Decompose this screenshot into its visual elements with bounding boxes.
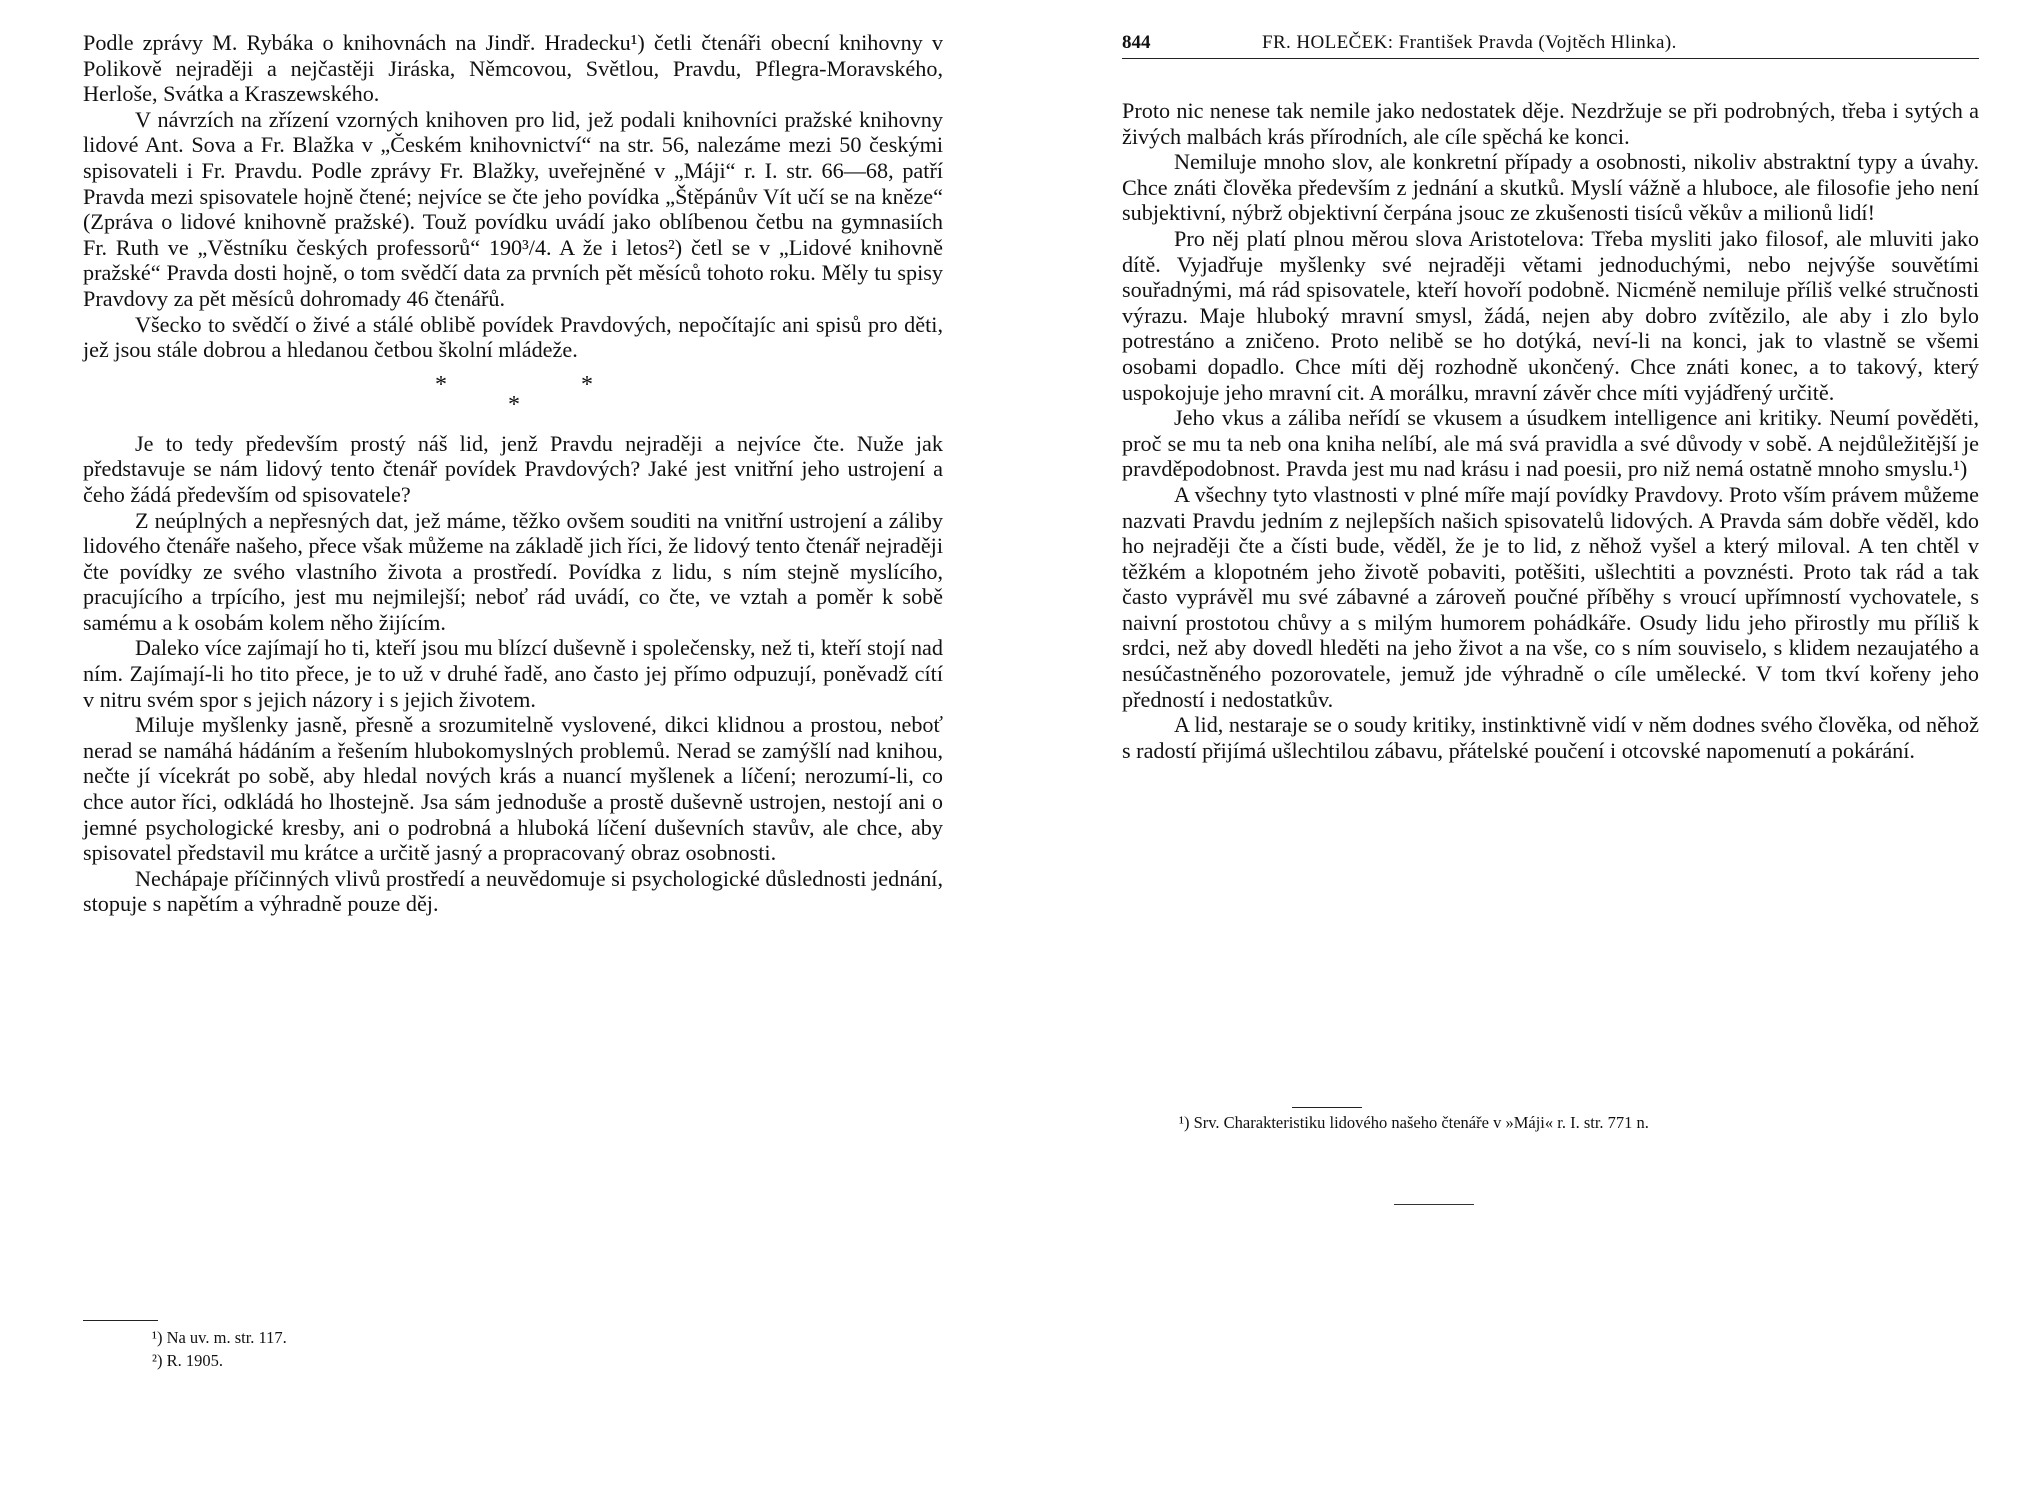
section-divider-stars <box>83 371 943 418</box>
left-paragraph-8: Nechápaje příčinných vlivů prostředí a neuvědomuje si psychologické důslednosti jednání, stopuje s napětím a výhradně pouze děj. <box>83 865 943 917</box>
right-paragraph-6: A lid, nestaraje se o soudy kritiky, instinktivně vidí v něm dodnes svého člověka, od něhož s radostí přijímá ušlechtilou zábavu, přátelské poučení i otcovské napomenutí a pokárání. <box>1122 712 1979 763</box>
footnote-2: ²) R. 1905. <box>152 1351 223 1370</box>
left-column-text <box>83 30 943 917</box>
left-paragraph-7: Miluje myšlenky jasně, přesně a srozumitelně vyslovené, dikci klidnou a prostou, neboť nerad se namáhá hádáním a řešením hlubokomyslných problemů. Nerad se zamýšlí nad knihou, nečte jí vícekrát po sobě, aby hledal nových krás a nuancí myšlenek a líčení; nerozumí-li, co chce autor říci, odkládá ho lhostejně. Jsa sám jednoduše a prostě duševně ustrojen, nestojí ani o jemné psychologické kresby, ani o podrobná a hluboká líčení duševních stavův, ale chce, aby spisovatel představil mu krátce a určitě jasný a propracovaný obraz osobnosti. <box>83 712 943 866</box>
divider-star: * <box>581 371 593 398</box>
left-paragraph-4: Je to tedy především prostý náš lid, jenž Pravdu nejraději a nejvíce čte. Nuže jak představuje se nám lidový tento čtenář povídek Pravdových? Jaké jest vnitřní jeho ustrojení a čeho žádá především od spisovatele? <box>83 430 943 507</box>
right-paragraph-2: Nemiluje mnoho slov, ale konkretní případy a osobnosti, nikoliv abstraktní typy a úvahy. Chce znáti člověka především z jednání a skutků. Myslí vážně a hluboce, ale filosofie jeho není subjektivní, nýbrž objektivní čerpána jsouc ze zkušenosti tisíců věkův a milionů lidí! <box>1122 149 1979 226</box>
footnote-rule <box>1292 1107 1362 1108</box>
left-paragraph-2: V návrzích na zřízení vzorných knihoven pro lid, jež podali knihovníci pražské knihovny lidové Ant. Sova a Fr. Blažka v „Českém knihovnictví“ na str. 56, nalezáme mezi 50 českými spisovateli i Fr. Pravdu. Podle zprávy Fr. Blažky, uveřejněné v „Máji“ r. I. str. 66—68, patří Pravda mezi spisovatele hojně čtené; nejvíce se čte jeho povídka „Štěpánův Vít učí se na kněze“ (Zpráva o lidové knihovně pražské). Touž povídku uvádí jako oblíbenou četbu na gymnasiích Fr. Ruth ve „Věstníku českých professorů“ 190³/4. A že i letos²) četl se v „Lidové knihovně pražské“ Pravda dosti hojně, o tom svědčí data za prvních pět měsíců tohoto roku. Měly tu spisy Pravdovy za pět měsíců dohromady 46 čtenářů. <box>83 106 943 311</box>
right-paragraph-3: Pro něj platí plnou měrou slova Aristotelova: Třeba mysliti jako filosof, ale mluviti jako dítě. Vyjadřuje myšlenky své nejraději větami jednoduchými, nebo nejvýše souvětími souřadnými, má rád spisovatele, kteří hovoří podobně. Nicméně nemiluje příliš velké stručnosti výrazu. Maje hluboký mravní smysl, žádá, nejen aby dobro zvítězilo, ale aby i zlo bylo potrestáno a zničeno. Proto nelibě se ho dotýká, neví-li na konci, jak to vlastně se všemi osobami dopadlo. Chce míti děj rozhodně ukončený. Chce znáti konec, a to takový, který uspokojuje jeho mravní cit. A morálku, mravní závěr chce míti vyjádřený určitě. <box>1122 225 1979 405</box>
left-paragraph-6: Daleko více zajímají ho ti, kteří jsou mu blízcí duševně i společensky, než ti, kteří stojí nad ním. Zajímají-li ho tito přece, je to už v druhé řadě, ano často jej přímo odpuzují, poněvadž cítí v nitru svém spor s jejich názory i s jejich životem. <box>83 635 943 712</box>
divider-star: * <box>435 371 447 398</box>
footnote-1: ¹) Na uv. m. str. 117. <box>152 1328 287 1347</box>
page-number: 844 <box>1122 32 1151 53</box>
left-paragraph-5: Z neúplných a nepřesných dat, jež máme, těžko ovšem souditi na vnitřní ustrojení a záliby lidového čtenáře našeho, přece však můžeme na základě jich říci, že lidový tento čtenář nejraději čte povídky ze svého vlastního života a prostředí. Povídka z lidu, s ním stejně myslícího, pracujícího a trpícího, jest mu nejmilejší; neboť rád uvádí, co čte, ve vztah a poměr k sobě samému a k osobám kolem něho žijícím. <box>83 507 943 635</box>
running-head-title: FR. HOLEČEK: František Pravda (Vojtěch Hlinka). <box>1262 32 1677 53</box>
divider-star: * <box>508 391 520 418</box>
right-paragraph-5: A všechny tyto vlastnosti v plné míře mají povídky Pravdovy. Proto vším právem můžeme nazvati Pravdu jedním z nejlepších našich spisovatelů lidových. A Pravda sám dobře věděl, kdo ho nejraději čte a čísti bude, věděl, že je to lid, z něhož vyšel a který miloval. A ten chtěl v těžkém a klopotném jeho životě pobaviti, potěšiti, ušlechtiti a povznésti. Proto tak rád a tak často vyprávěl mu své zábavné a zároveň poučné příběhy s vroucí upřímností vychovatele, s naivní prostotou chůvy a s milým humorem pohádkáře. Osudy lidu jeho přirostly mu příliš k srdci, než aby dovedl hleděti na jeho život a na vše, co s ním souviselo, s klidem nezaujatého a nesúčastněného pozorovatele, jemuž jde výhradně o cíle umělecké. V tom tkví kořeny jeho předností i nedostatkův. <box>1122 481 1979 712</box>
footnote-1: ¹) Srv. Charakteristiku lidového našeho čtenáře v »Máji« r. I. str. 771 n. <box>1179 1113 1649 1132</box>
running-header <box>1122 30 1979 59</box>
right-column-text <box>1122 98 1979 763</box>
left-paragraph-3: Všecko to svědčí o živé a stálé oblibě povídek Pravdových, nepočítajíc ani spisů pro děti, jež jsou stále dobrou a hledanou četbou školní mládeže. <box>83 311 943 363</box>
right-paragraph-1: Proto nic nenese tak nemile jako nedostatek děje. Nezdržuje se při podrobných, třeba i sytých a živých malbách krás přírodních, ale cíle spěchá ke konci. <box>1122 98 1979 149</box>
end-rule <box>1394 1204 1474 1205</box>
right-page <box>1009 0 2018 1500</box>
right-paragraph-4: Jeho vkus a záliba neřídí se vkusem a úsudkem intelligence ani kritiky. Neumí pověděti, proč se mu ta neb ona kniha nelíbí, ale má svá pravidla a své důvody v sobě. A nejdůležitější je pravděpodobnost. Pravda jest mu nad krásu i nad poesii, pro niž nemá ostatně mnoho smyslu.¹) <box>1122 405 1979 482</box>
left-paragraph-1: Podle zprávy M. Rybáka o knihovnách na Jindř. Hradecku¹) četli čtenáři obecní knihovny v Polikově nejraději a nejčastěji Jiráska, Němcovou, Světlou, Pravdu, Pflegra-Moravského, Herloše, Svátka a Kraszewského. <box>83 30 943 107</box>
footnote-rule <box>83 1320 158 1321</box>
